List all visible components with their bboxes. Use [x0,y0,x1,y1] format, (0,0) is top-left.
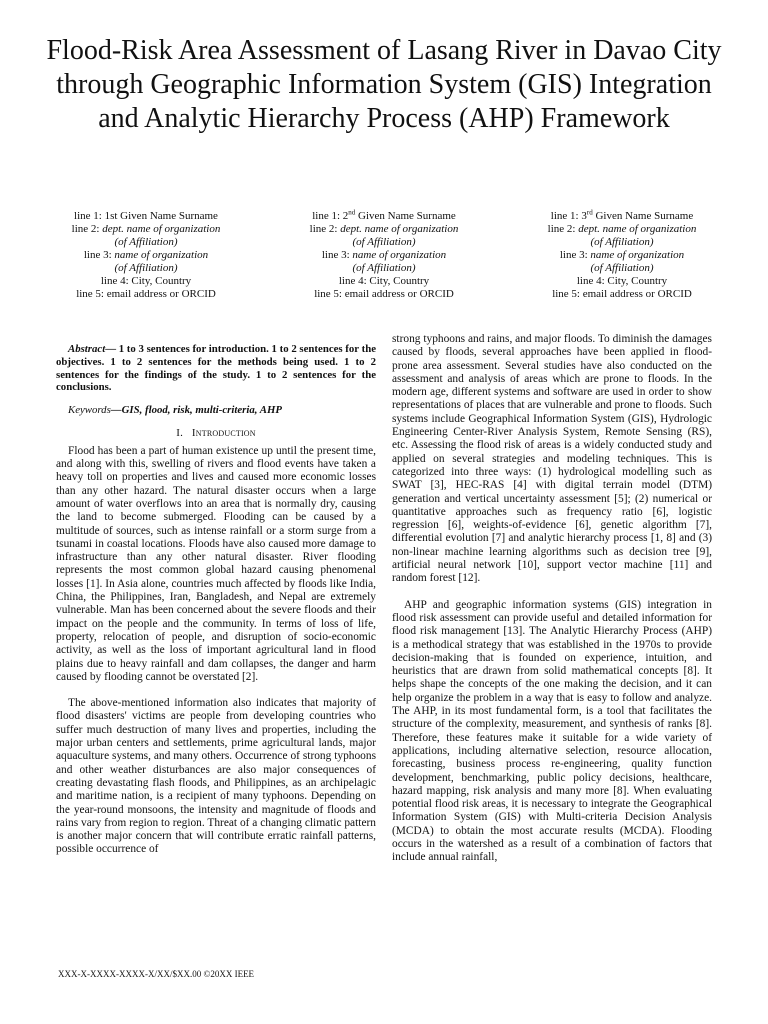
body-paragraph: strong typhoons and rains, and major floods. To diminish the damages caused by floods, several approaches have been applied in flood-prone area assessment. Several studies have also conducted on the assessment and analysis of areas which are prone to floods. In the modern age, different systems and software are used in order to show representations of places that are vulnerable and prone to floods. Such systems include Geographical Information System (GIS), Hydrologic Engineering Center-River Analysis System, Remote Sensing (RS), etc. Assessing the flood risk of areas is a widely conducted study and applied on several strategies and modeling techniques. This is categorized into three ways: (1) hydrological modelling such as SWAT [3], HEC-RAS [4] with digital terrain model (DTM) generation and vertical uncertainty assessment [5]; (2) numerical or quantitative approaches such as frequency ratio [6], logistic regression [6], weights-of-evidence [6], genetic algorithm [7], differential evolution [7] and analytic hierarchy process [1, 8] and (3) non-linear machine learning algorithms such as decision tree [9], artificial neural network [10], support vector machine [11] and random forest [12]. [392,333,712,585]
author-line-2b: (of Affiliation) [590,236,654,248]
copyright-footer: XXX-X-XXXX-XXXX-X/XX/$XX.00 ©20XX IEEE [58,969,255,979]
author-line-2: line 2: dept. name of organization [547,223,697,235]
author-line-1: line 1: 2nd Given Name Surname [312,208,456,222]
keywords: Keywords—GIS, flood, risk, multi-criteria, AHP [68,404,282,417]
author-line-4: line 4: City, Country [100,275,192,287]
author-2 [284,210,484,301]
body-paragraph: The above-mentioned information also indicates that majority of flood disasters' victims are people from developing countries who suffer much destruction of many lives and properties, including the major urban centers and settlements, prime agricultural lands, major aquaculture systems, and many others. Occurrence of strong typhoons and other weather disturbances are also major consequences of creating devastating flash floods, and Philippines, as an archipelagic and maritime nation, is a recipient of many typhoons. Depending on the year-round monsoons, the intensity and magnitude of floods and rains vary from region to region. Threat of a changing climatic pattern is another major concern that will contribute erratic rainfall patterns, possible occurrence of [56,697,376,856]
author-line-5: line 5: email address or ORCID [76,288,216,300]
right-column [392,333,712,865]
author-block [46,210,722,301]
author-line-3b: (of Affiliation) [590,262,654,274]
author-line-2b: (of Affiliation) [352,236,416,248]
abstract: Abstract— 1 to 3 sentences for introduction. 1 to 2 sentences for the objectives. 1 to 2 sentences for the methods being used. 1 to 2 sentences for the findings of the study. 1 to 2 sentences for the conclusions. [56,343,376,394]
author-line-2: line 2: dept. name of organization [309,223,459,235]
author-1 [46,210,246,301]
paper-title: Flood-Risk Area Assessment of Lasang River in Davao City through Geographic Information System (GIS) Integration and Analytic Hierarchy Process (AHP) Framework [46,35,722,134]
author-line-3: line 3: name of organization [321,249,447,261]
author-line-3: line 3: name of organization [559,249,685,261]
author-line-4: line 4: City, Country [576,275,668,287]
section-heading-introduction: I. Introduction [176,427,256,440]
author-line-3: line 3: name of organization [83,249,209,261]
body-paragraph: AHP and geographic information systems (GIS) integration in flood risk assessment can provide useful and detailed information for flood risk management [13]. The Analytic Hierarchy Process (AHP) is a methodical strategy that was established in the 1970s to provide decision-making that is founded on experience, intuition, and heuristics that are drawn from solid mathematical concepts [8]. It helps shape the concepts of the one making the decision, and it can help organize the problem in a way that is easy to follow and analyze. The AHP, in its most fundamental form, is a tool that facilitates the structure of the complexity, measurement, and synthesis of ranks [8]. Therefore, these features make it suitable for a wide variety of applications, including alternative selection, resource allocation, forecasting, business process re-engineering, quality function development, benchmarking, public policy decisions, healthcare, hazard mapping, risk analysis and many more [8]. When evaluating potential flood risk areas, it is necessary to integrate the Geographical Information System (GIS) with Multi-criteria Decision Analysis (MCDA) to obtain the most accurate results (MCDA). Flooding occurs in the watershed as a result of a combination of factors that include annual rainfall, [392,598,712,864]
author-line-2b: (of Affiliation) [114,236,178,248]
author-3 [522,210,722,301]
body-paragraph: Flood has been a part of human existence up until the present time, and along with this, swelling of rivers and flood events have taken a heavy toll on properties and lives and caused more economic losses than any other hazard. The natural disaster occurs when a large amount of water overflows into an area that is normally dry, causing the land to become submerged. Flooding can be caused by a multitude of sources, such as intense rainfall or a storm surge from a tsunami in coastal locations. Floods have also caused more damage to infrastructure than any other natural disaster. River flooding represents the most common global hazard causing phenomenal losses [1]. In Asia alone, countries much affected by floods like India, China, the Philippines, Iran, Bangladesh, and Nepal are extremely vulnerable. Man has been concerned about the severe floods and their impact on the people and the community. In terms of loss of life, property, relocation of people, and disruption of socio-economic activity, as well as the loss of important agricultural land in flood plains due to heavy rainfall and dam collapses, the danger and harm caused by flooding cannot be overstated [2]. [56,444,376,683]
author-line-3b: (of Affiliation) [114,262,178,274]
author-line-1: line 1: 1st Given Name Surname [74,210,218,222]
author-line-2: line 2: dept. name of organization [71,223,221,235]
left-column [56,333,376,857]
author-line-5: line 5: email address or ORCID [314,288,454,300]
author-line-3b: (of Affiliation) [352,262,416,274]
author-line-5: line 5: email address or ORCID [552,288,692,300]
author-line-1: line 1: 3rd Given Name Surname [550,208,694,222]
author-line-4: line 4: City, Country [338,275,430,287]
